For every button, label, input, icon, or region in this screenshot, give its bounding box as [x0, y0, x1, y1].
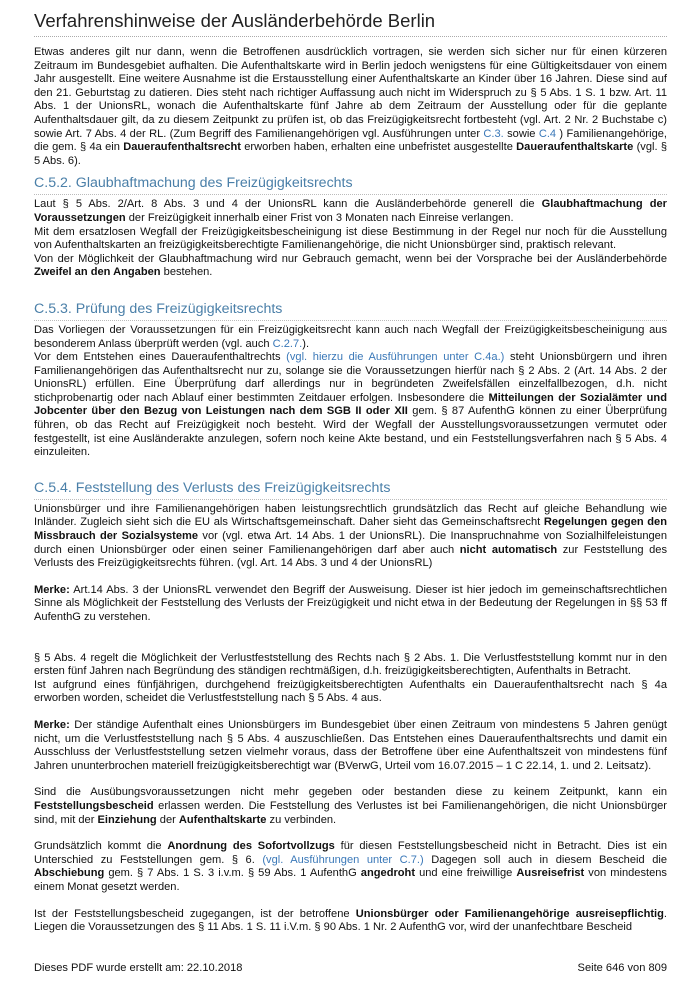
- paragraph: Sind die Ausübungsvoraussetzungen nicht mehr gegeben oder bestanden diese zu keinem Zeitpunkt, kann ein Feststellungsbescheid erlassen werden. Die Feststellung des Verlustes ist bei Familienangehörigen, die nicht Unionsbürger sind, mit der Einziehung der Aufenthaltskarte zu verbinden.: [34, 786, 667, 826]
- section-heading-c552: C.5.2. Glaubhaftmachung des Freizügigkeitsrechts: [34, 175, 667, 195]
- paragraph: Ist aufgrund eines fünfjährigen, durchgehend freizügigkeitsberechtigten Aufenthalts ein Daueraufenthaltsrecht nach § 4a erworben worden, scheidet die Verlustfeststellung nach § 5 Abs. 4 aus.: [34, 678, 667, 705]
- creation-date: Dieses PDF wurde erstellt am: 22.10.2018: [34, 962, 243, 974]
- intro-paragraph: Etwas anderes gilt nur dann, wenn die Betroffenen ausdrücklich vortragen, sie werden sich sicher nur für einen kürzeren Zeitraum im Bundesgebiet aufhalten. Die Aufenthaltskarte wird in Berlin jedoch wenigstens für eine Gültigkeitsdauer von einem Jahr ausgestellt. Eine weitere Ausnahme ist die Erstausstellung einer Aufenthaltskarte an Kinder über 16 Jahren. Diese sind auf den 21. Geburtstag zu datieren. Dies steht nach richtiger Auffassung auch nicht im Widerspruch zu § 5 Abs. 1 S. 1 bzw. Art. 11 Abs. 1 der UnionsRL, wonach die Aufenthaltskarte fünf Jahre ab dem Zeitraum der Ausstellung oder für die geplante Aufenthaltsdauer gilt, da zu diesem Zeitpunkt zu prüfen ist, ob das Freizügigkeitsrecht fortbesteht (vgl. Art. 2 Nr. 2 Buchstabe c) sowie Art. 7 Abs. 4 der RL. (Zum Begriff des Familienangehörigen vgl. Ausführungen unter C.3. sowie C.4 ) Familienangehörige, die gem. § 4a ein Daueraufenthaltsrecht erworben haben, erhalten eine unbefristet ausgestellte Daueraufenthaltskarte (vgl. § 5 Abs. 6).: [34, 46, 667, 167]
- page-title: Verfahrenshinweise der Ausländerbehörde Berlin: [34, 10, 667, 37]
- link-c7[interactable]: (vgl. Ausführungen unter C.7.): [262, 853, 424, 866]
- paragraph: Laut § 5 Abs. 2/Art. 8 Abs. 3 und 4 der UnionsRL kann die Ausländerbehörde generell die Glaubhaftmachung der Voraussetzungen der Freizügigkeit innerhalb einer Frist von 3 Monaten nach Einreise verlangen.: [34, 198, 667, 224]
- note-paragraph: Merke: Art.14 Abs. 3 der UnionsRL verwendet den Begriff der Ausweisung. Dieser ist hier jedoch im gemeinschaftsrechtlichen Sinne als Möglichkeit der Feststellung des Verlusts der Freizügigkeit und nicht etwa in der Bedeutung der Regelungen in §§ 53 ff AufenthG zu verstehen.: [34, 583, 667, 623]
- link-c3[interactable]: C.3.: [483, 127, 504, 140]
- paragraph: Grundsätzlich kommt die Anordnung des Sofortvollzugs für diesen Feststellungsbescheid nicht in Betracht. Dies ist ein Unterschied zu Feststellungen gem. § 6. (vgl. Ausführungen unter C.7.) Dagegen soll auch in diesem Bescheid die Abschiebung gem. § 7 Abs. 1 S. 3 i.v.m. § 59 Abs. 1 AufenthG angedroht und eine freiwillige Ausreisefrist von mindestens einem Monat gesetzt werden.: [34, 840, 667, 893]
- paragraph: Von der Möglichkeit der Glaubhaftmachung wird nur Gebrauch gemacht, wenn bei der Vorsprache bei der Ausländerbehörde Zweifel an den Angaben bestehen.: [34, 252, 667, 279]
- note-paragraph: Merke: Der ständige Aufenthalt eines Unionsbürgers im Bundesgebiet über einen Zeitraum von mindestens 5 Jahren genügt nicht, um die Verlustfeststellung nach § 5 Abs. 4 auszuschließen. Das Entstehen eines Daueraufenthaltsrechts und damit ein Ausschluss der Verlustfeststellung setzen vielmehr voraus, dass der Betroffene über eine Aufenthaltszeit von mindestens fünf Jahren ununterbrochen materiell freizügigkeitsberechtigt war (BVerwG, Urteil vom 16.07.2015 – 1 C 22.14, 1. und 2. Leitsatz).: [34, 718, 667, 772]
- page-number: Seite 646 von 809: [577, 962, 667, 974]
- link-c4[interactable]: C.4: [538, 127, 557, 140]
- page-footer: [34, 962, 667, 974]
- paragraph: Das Vorliegen der Voraussetzungen für ein Freizügigkeitsrecht kann auch nach Wegfall der Freizügigkeitsbescheinigung aus besonderem Anlass überprüft werden (vgl. auch C.2.7.).: [34, 323, 667, 350]
- link-c4a[interactable]: (vgl. hierzu die Ausführungen unter C.4a.): [286, 351, 505, 364]
- paragraph: Mit dem ersatzlosen Wegfall der Freizügigkeitsbescheinigung ist diese Bestimmung in der Regel nur noch für die Ausstellung von Aufenthaltskarten an freizügigkeitsberechtigte Familienangehörige, die nicht Unionsbürger sind, praktisch relevant.: [34, 225, 667, 252]
- paragraph: Ist der Feststellungsbescheid zugegangen, ist der betroffene Unionsbürger oder Familienangehörige ausreisepflichtig. Liegen die Voraussetzungen des § 11 Abs. 1 S. 11 i.V.m. § 90 Abs. 1 Nr. 2 AufenthG vor, wird der unanfechtbare Bescheid: [34, 907, 668, 934]
- paragraph: § 5 Abs. 4 regelt die Möglichkeit der Verlustfeststellung des Rechts nach § 2 Abs. 1. Die Verlustfeststellung kommt nur in den ersten fünf Jahren nach Begründung des ständigen rechtmäßigen, d.h. freizügigkeitsberechtigten, Aufenthalts in Betracht.: [34, 651, 667, 678]
- paragraph: Unionsbürger und ihre Familienangehörigen haben leistungsrechtlich grundsätzlich das Recht auf gleiche Behandlung wie Inländer. Zugleich sieht sich die EU als Wirtschaftsgemeinschaft. Daher sieht das Gemeinschaftsrecht Regelungen gegen den Missbrauch der Sozialsysteme vor (vgl. etwa Art. 14 Abs. 1 der UnionsRL). Die Inanspruchnahme von Sozialhilfeleistungen durch einen Unionsbürger oder einen seiner Familienangehörigen darf aber auch nicht automatisch zur Feststellung des Verlusts des Freizügigkeitsrechts führen. (vgl. Art. 14 Abs. 3 und 4 der UnionsRL): [34, 502, 668, 570]
- section-heading-c553: C.5.3. Prüfung des Freizügigkeitsrechts: [34, 301, 667, 321]
- link-c27[interactable]: C.2.7.: [272, 337, 303, 350]
- paragraph: Vor dem Entstehen eines Daueraufenthaltrechts (vgl. hierzu die Ausführungen unter C.4a.) steht Unionsbürgern und ihren Familienangehörigen das Aufenthaltsrecht nur zu, solange sie die Voraussetzungen hierfür nach § 2 Abs. 2 (Art. 14 Abs. 2 der UnionsRL) erfüllen. Eine Überprüfung darf allerdings nur in begründeten Zweifelsfällen einzelfallbezogen, d.h. nicht stichprobenartig oder nach Ablauf einer bestimmten Zeitdauer erfolgen. Insbesondere die Mitteilungen der Sozialämter und Jobcenter über den Bezug von Leistungen nach dem SGB II oder XII gem. § 87 AufenthG können zu einer Überprüfung führen, ob das Recht auf Freizügigkeit noch besteht. Wird der Wegfall der Ausstellungsvoraussetzungen vermutet oder festgestellt, ist eine Ausländerakte anzulegen, sofern noch keine Akte bestand, und ein Feststellungsverfahren nach § 5 Abs. 4 einzuleiten.: [34, 351, 668, 459]
- document-page: [34, 0, 667, 935]
- section-heading-c554: C.5.4. Feststellung des Verlusts des Freizügigkeitsrechts: [34, 480, 667, 500]
